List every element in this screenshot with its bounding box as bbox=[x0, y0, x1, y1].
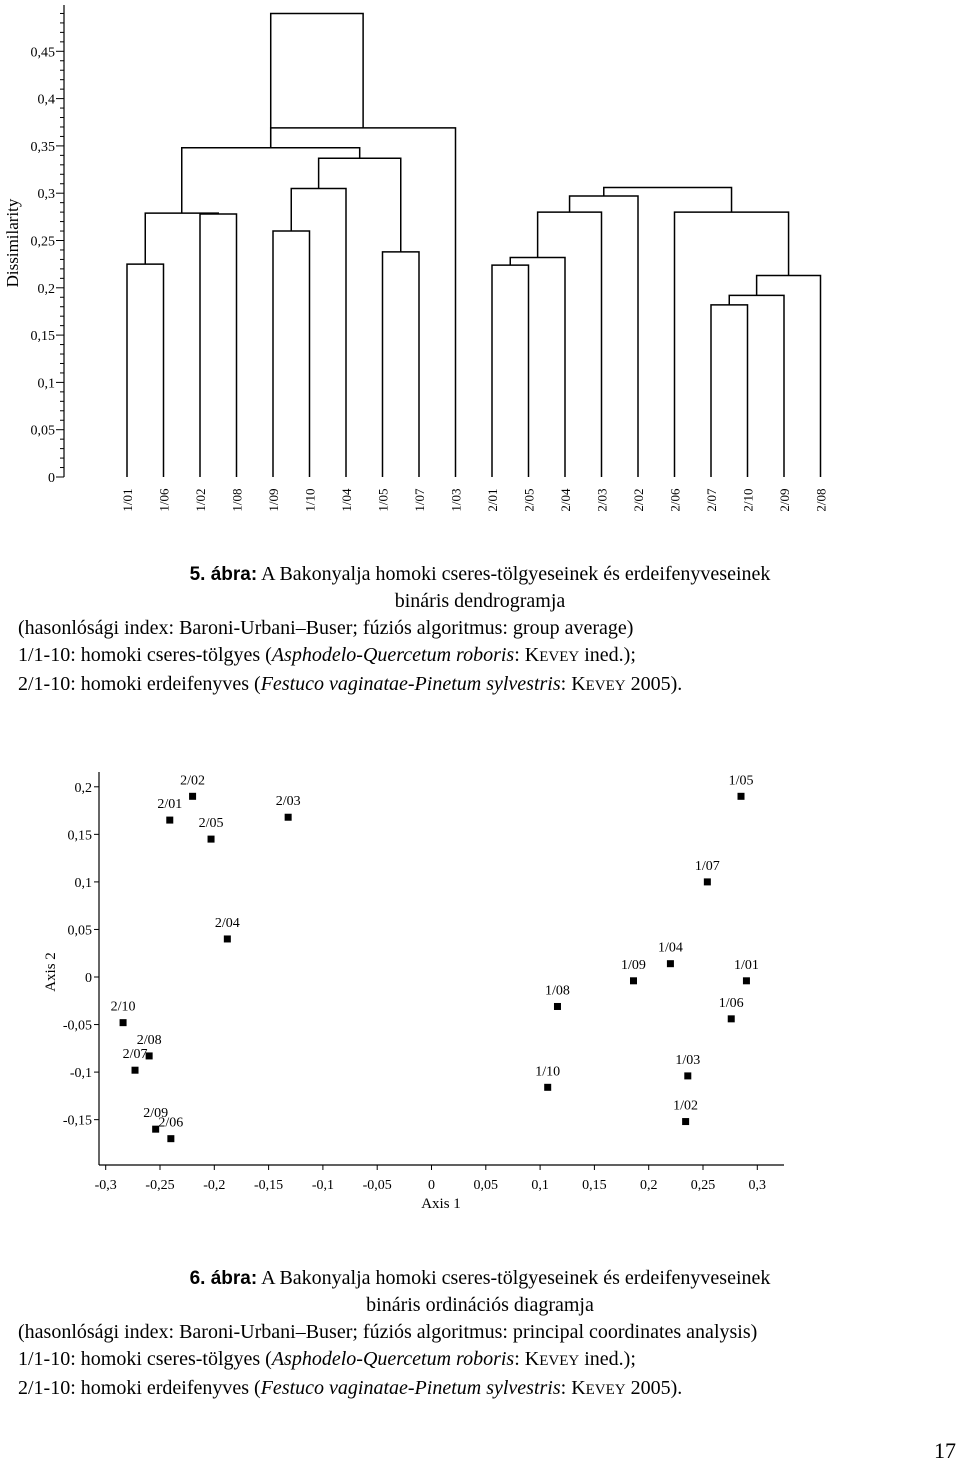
dendrogram-link bbox=[492, 265, 529, 477]
y-tick-label: 0,2 bbox=[74, 780, 92, 796]
point-label: 2/08 bbox=[136, 1032, 162, 1048]
caption-text: : K bbox=[560, 673, 586, 695]
leaf-label: 1/08 bbox=[229, 488, 245, 512]
caption-text: 2005). bbox=[625, 673, 683, 695]
x-tick-label: -0,3 bbox=[94, 1178, 117, 1193]
caption-author-smallcaps: EVEY bbox=[539, 1353, 580, 1369]
point-label: 2/10 bbox=[110, 999, 136, 1015]
leaf-label: 2/04 bbox=[558, 488, 573, 512]
page-number: 17 bbox=[934, 1438, 956, 1463]
caption-line5 bbox=[0, 671, 960, 700]
y-tick-label: 0,2 bbox=[37, 281, 55, 297]
dendrogram-link bbox=[145, 213, 218, 264]
point-label: 2/07 bbox=[122, 1047, 148, 1063]
caption-line3: (hasonlósági index: Baroni-Urbani–Buser; fúziós algoritmus: principal coordinates analysis) bbox=[18, 1321, 758, 1343]
y-tick-label: 0 bbox=[48, 471, 55, 486]
leaf-label: 2/07 bbox=[704, 488, 719, 512]
point-label: 1/06 bbox=[718, 995, 744, 1011]
y-tick-label: 0,3 bbox=[37, 187, 55, 203]
leaf-label: 2/05 bbox=[521, 488, 537, 512]
figure-number: 5. ábra: bbox=[189, 564, 258, 585]
caption-taxon: Festuco vaginatae-Pinetum sylvestris bbox=[260, 673, 561, 695]
caption-taxon: Festuco vaginatae-Pinetum sylvestris bbox=[260, 1377, 561, 1399]
caption-line1: A Bakonyalja homoki cseres-tölgyeseinek és erdeifenyveseinek bbox=[257, 1267, 771, 1289]
leaf-label: 2/03 bbox=[594, 488, 610, 512]
dendrogram-link bbox=[510, 258, 565, 477]
caption-title-line bbox=[0, 1265, 960, 1292]
point-label: 2/02 bbox=[180, 773, 206, 789]
caption-line3: (hasonlósági index: Baroni-Urbani–Buser; fúziós algoritmus: group average) bbox=[18, 617, 634, 639]
point-label: 1/05 bbox=[728, 773, 754, 789]
point-label: 1/02 bbox=[673, 1098, 699, 1114]
figure-6-caption bbox=[0, 1265, 960, 1404]
scatter-point bbox=[166, 817, 173, 824]
point-label: 2/06 bbox=[158, 1115, 184, 1131]
dendrogram-link bbox=[538, 212, 602, 477]
caption-taxon: Asphodelo-Quercetum roboris bbox=[271, 644, 515, 666]
x-tick-label: 0,05 bbox=[473, 1178, 499, 1193]
leaf-label: 2/09 bbox=[777, 488, 792, 512]
scatter-point bbox=[704, 878, 711, 885]
dendrogram-link bbox=[383, 252, 420, 477]
ordination-scatter-chart bbox=[0, 760, 960, 1240]
scatter-point bbox=[554, 1003, 561, 1010]
scatter-point bbox=[120, 1019, 127, 1026]
figure-5-caption bbox=[0, 561, 960, 700]
leaf-label: 2/06 bbox=[667, 488, 683, 512]
x-tick-label: 0,1 bbox=[531, 1178, 549, 1193]
scatter-point bbox=[743, 977, 750, 984]
leaf-label: 1/02 bbox=[193, 488, 208, 512]
caption-title-line bbox=[0, 561, 960, 588]
scatter-point bbox=[132, 1067, 139, 1074]
dendrogram-link bbox=[604, 188, 732, 213]
point-label: 2/05 bbox=[198, 816, 224, 832]
scatter-point bbox=[285, 814, 292, 821]
point-label: 1/03 bbox=[675, 1052, 701, 1068]
point-label: 1/01 bbox=[733, 957, 759, 973]
caption-line2: bináris dendrogramja bbox=[394, 590, 566, 612]
dendrogram-link bbox=[271, 128, 456, 477]
dendrogram-link bbox=[675, 212, 789, 477]
y-tick-label: 0 bbox=[85, 971, 92, 986]
caption-author-smallcaps: EVEY bbox=[539, 649, 580, 665]
y-axis bbox=[31, 5, 65, 486]
dendrogram-link bbox=[127, 264, 164, 477]
caption-text: : K bbox=[560, 1377, 586, 1399]
x-tick-label: -0,25 bbox=[145, 1178, 175, 1193]
figure-number: 6. ábra: bbox=[189, 1268, 258, 1289]
y-axis-label: Axis 2 bbox=[43, 952, 59, 992]
dendrogram-links bbox=[127, 13, 821, 477]
caption-line5 bbox=[0, 1375, 960, 1404]
dendrogram-link bbox=[757, 276, 821, 477]
leaf-label: 2/02 bbox=[631, 488, 646, 512]
dendrogram-link bbox=[319, 158, 401, 252]
y-tick-label: 0,1 bbox=[37, 376, 55, 392]
scatter-point bbox=[208, 836, 215, 843]
y-tick-label: 0,1 bbox=[74, 875, 92, 891]
caption-line2: bináris ordinációs diagramja bbox=[366, 1294, 594, 1316]
scatter-point bbox=[630, 977, 637, 984]
x-tick-label: 0,25 bbox=[690, 1178, 716, 1193]
x-tick-label: 0,2 bbox=[639, 1178, 658, 1193]
caption-author-smallcaps: EVEY bbox=[585, 678, 626, 694]
y-tick-label: -0,15 bbox=[62, 1113, 92, 1129]
point-label: 1/09 bbox=[621, 957, 646, 973]
caption-line4 bbox=[0, 642, 960, 671]
leaf-label: 1/05 bbox=[375, 488, 391, 512]
point-label: 1/08 bbox=[545, 983, 570, 999]
x-tick-label: -0,2 bbox=[203, 1178, 226, 1193]
leaf-label: 1/03 bbox=[448, 488, 464, 512]
y-tick-label: -0,05 bbox=[62, 1018, 92, 1034]
point-label: 2/03 bbox=[275, 794, 301, 810]
y-tick-label: 0,05 bbox=[30, 423, 55, 439]
y-tick-label: 0,4 bbox=[37, 92, 55, 108]
scatter-point bbox=[667, 960, 674, 967]
dendrogram-link bbox=[273, 231, 310, 477]
scatter-point bbox=[738, 793, 745, 800]
leaf-label: 1/10 bbox=[302, 488, 318, 512]
point-label: 1/04 bbox=[657, 940, 683, 956]
scatter-point bbox=[728, 1015, 735, 1022]
scatter-point bbox=[684, 1072, 691, 1079]
x-axis-label: Axis 1 bbox=[421, 1196, 461, 1212]
dendrogram-link bbox=[729, 295, 784, 477]
x-tick-label: 0,15 bbox=[582, 1178, 607, 1193]
y-tick-label: 0,45 bbox=[30, 45, 55, 61]
leaf-labels bbox=[120, 488, 829, 512]
caption-line1: A Bakonyalja homoki cseres-tölgyeseinek és erdeifenyveseinek bbox=[257, 563, 771, 585]
y-tick-label: 0,35 bbox=[30, 139, 55, 155]
point-label: 2/09 bbox=[143, 1106, 169, 1122]
y-tick-label: -0,1 bbox=[69, 1066, 92, 1082]
caption-taxon: Asphodelo-Quercetum roboris bbox=[271, 1348, 515, 1370]
point-label: 1/10 bbox=[535, 1064, 561, 1080]
leaf-label: 1/06 bbox=[156, 488, 172, 512]
y-axis-label: Dissimilarity bbox=[3, 198, 22, 288]
caption-text: 1/1-10: homoki cseres-tölgyes ( bbox=[18, 644, 272, 666]
caption-text: 2005). bbox=[625, 1377, 683, 1399]
caption-text: : K bbox=[514, 644, 540, 666]
y-tick-label: 0,15 bbox=[30, 329, 55, 345]
scatter-point bbox=[167, 1135, 174, 1142]
point-label: 2/01 bbox=[157, 797, 183, 813]
x-tick-label: -0,1 bbox=[311, 1178, 334, 1193]
scatter-points bbox=[111, 773, 759, 1142]
x-tick-label: -0,15 bbox=[254, 1178, 284, 1193]
x-tick-label: 0,3 bbox=[748, 1178, 767, 1193]
y-tick-label: 0,05 bbox=[67, 923, 92, 939]
caption-line4 bbox=[0, 1346, 960, 1375]
dendrogram-link bbox=[200, 214, 237, 477]
point-label: 2/04 bbox=[214, 915, 240, 931]
caption-author-smallcaps: EVEY bbox=[585, 1382, 626, 1398]
dendrogram-link bbox=[570, 196, 638, 477]
leaf-label: 2/10 bbox=[740, 488, 756, 512]
y-tick-label: 0,25 bbox=[30, 234, 55, 250]
leaf-label: 1/01 bbox=[120, 488, 135, 512]
x-tick-label: -0,05 bbox=[362, 1178, 392, 1193]
leaf-label: 2/01 bbox=[485, 488, 500, 512]
caption-text: ined.); bbox=[579, 1348, 636, 1370]
dendrogram-link bbox=[711, 305, 748, 477]
y-tick-label: 0,15 bbox=[67, 828, 92, 844]
x-tick-label: 0 bbox=[428, 1178, 435, 1193]
caption-text: 1/1-10: homoki cseres-tölgyes ( bbox=[18, 1348, 272, 1370]
point-label: 1/07 bbox=[694, 858, 720, 874]
caption-text: 2/1-10: homoki erdeifenyves ( bbox=[18, 673, 261, 695]
leaf-label: 1/09 bbox=[266, 488, 281, 512]
leaf-label: 1/07 bbox=[412, 488, 427, 512]
dendrogram-chart bbox=[0, 0, 960, 560]
scatter-point bbox=[189, 793, 196, 800]
scatter-point bbox=[224, 935, 231, 942]
caption-text: : K bbox=[514, 1348, 540, 1370]
caption-text: ined.); bbox=[579, 644, 636, 666]
scatter-point bbox=[682, 1118, 689, 1125]
scatter-point bbox=[544, 1084, 551, 1091]
leaf-label: 2/08 bbox=[813, 488, 829, 512]
leaf-label: 1/04 bbox=[339, 488, 354, 512]
caption-text: 2/1-10: homoki erdeifenyves ( bbox=[18, 1377, 261, 1399]
